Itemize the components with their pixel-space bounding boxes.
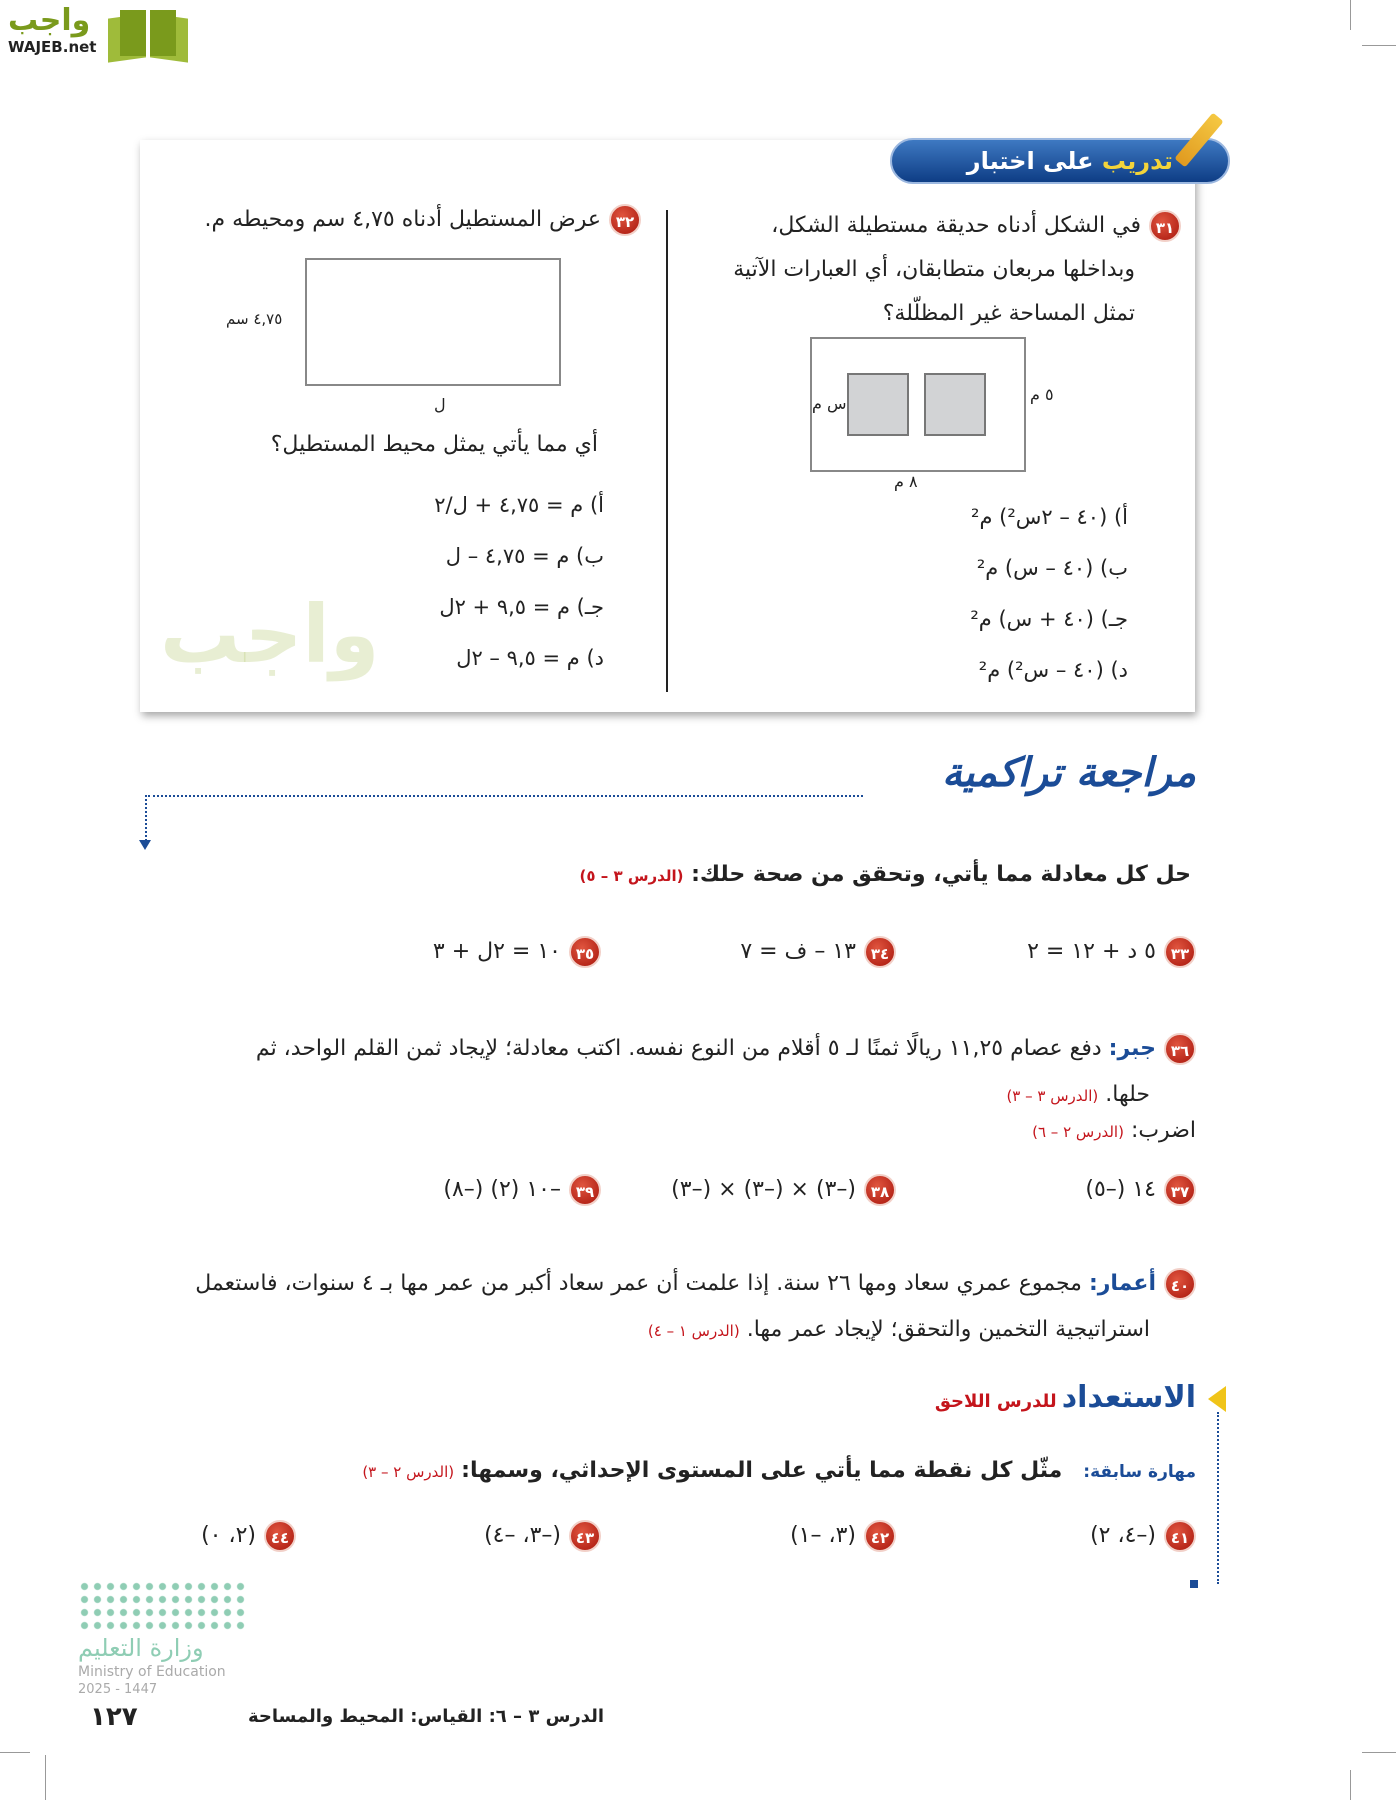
shaded-square [924,373,986,436]
readiness-subtitle: للدرس اللاحق [934,1391,1057,1412]
skill-label: مهارة سابقة: [1083,1462,1196,1482]
question-32 [205,204,641,236]
equation: ١٣ – ف = ٧ [740,939,856,964]
column-divider [666,210,668,692]
rectangle-figure [305,258,561,386]
ministry-year: 2025 - 1447 [78,1682,158,1697]
question-label: أعمار: [1088,1271,1156,1296]
q40-line: استراتيجية التخمين والتحقق؛ لإيجاد عمر مها. [746,1317,1150,1342]
point-43 [484,1520,601,1552]
equation-34 [740,936,896,968]
lesson-footer: الدرس ٣ – ٦: القياس: المحيط والمساحة [248,1706,605,1727]
height-label: ٥ م [1030,385,1054,404]
skill-instruction [362,1458,1196,1483]
exercise-38 [671,1174,896,1206]
point-coordinates: (٣، –١) [790,1523,856,1548]
expression: –١٠ (٢) (–٨) [443,1177,561,1202]
wajeb-logo [8,4,96,56]
q32-question: أي مما يأتي يمثل محيط المستطيل؟ [270,432,598,457]
option-a[interactable]: أ) (٤٠ – ٢س²) م² [971,505,1128,529]
crop-mark [1350,1770,1351,1800]
equation-35 [433,936,601,968]
q36-line: حلها. [1105,1082,1150,1107]
ministry-name-ar: وزارة التعليم [78,1634,204,1662]
question-number: ٣٤ [864,936,896,968]
logo-latin: WAJEB.net [8,38,97,56]
crop-mark [1362,45,1396,46]
q31-line: وبداخلها مربعان متطابقان، أي العبارات الآتية [733,257,1135,282]
length-label: ل [434,395,446,414]
lesson-ref: (الدرس ٣ – ٥) [579,867,684,885]
q32-options [434,480,604,684]
q36-line: دفع عصام ١١,٢٥ ريالًا ثمنًا لـ ٥ أقلام من النوع نفسه. اكتب معادلة؛ لإيجاد ثمن القلم الواحد، ثم [255,1036,1102,1061]
equation-33 [1027,936,1196,968]
equation: ٥ د + ١٢ = ٢ [1027,939,1156,964]
watermark: واجب [160,588,380,681]
triangle-marker-icon [1208,1386,1226,1412]
arrow-down-icon [139,840,151,850]
q31-line: تمثل المساحة غير المظلّلة؟ [882,301,1135,326]
square-marker [1190,1580,1198,1588]
instruction-text: حل كل معادلة مما يأتي، وتحقق من صحة حلك: [691,862,1191,887]
crop-mark [0,1752,30,1753]
exercise-39 [443,1174,601,1206]
point-42 [790,1520,896,1552]
option-b[interactable]: ب) م = ٤,٧٥ – ل [445,544,604,568]
point-coordinates: (٢، ٠) [201,1523,256,1548]
ministry-logo-dots [78,1580,248,1630]
page-number: ١٢٧ [90,1702,138,1732]
question-number: ٤٣ [569,1520,601,1552]
question-number: ٣٦ [1164,1033,1196,1065]
ministry-name-en: Ministry of Education [78,1664,226,1680]
crop-mark [1350,0,1351,30]
question-label: جبر: [1108,1036,1156,1061]
point-44 [201,1520,296,1552]
question-40 [195,1261,1196,1354]
dotted-guide [148,795,863,797]
question-number: ٣٣ [1164,936,1196,968]
point-41 [1090,1520,1196,1552]
equation: ١٠ = ٢ل + ٣ [432,939,561,964]
question-number: ٣٢ [609,204,641,236]
width-label: ٨ م [894,472,918,491]
lesson-ref: (الدرس ٣ – ٣) [1006,1087,1099,1105]
lesson-ref: (الدرس ٢ – ٣) [362,1463,455,1481]
lesson-ref: (الدرس ١ – ٤) [647,1322,740,1340]
lesson-ref: (الدرس ٢ – ٦) [1032,1123,1124,1141]
square-side-label: س م [812,394,847,413]
question-number: ٤٤ [264,1520,296,1552]
point-coordinates: (–٣، –٤) [484,1523,561,1548]
point-coordinates: (–٤، ٢) [1090,1523,1156,1548]
option-c[interactable]: جـ) (٤٠ + س) م² [970,607,1128,631]
option-b[interactable]: ب) (٤٠ – س) م² [976,556,1128,580]
question-number: ٤١ [1164,1520,1196,1552]
readiness-title: الاستعداد [1061,1380,1196,1415]
option-a[interactable]: أ) م = ٤,٧٥ + ل/٢ [434,493,604,517]
banner-title-1: تدريب [1101,147,1173,175]
option-c[interactable]: جـ) م = ٩,٥ + ٢ل [439,595,604,619]
shaded-square [847,373,909,436]
crop-mark [1362,1752,1396,1753]
dotted-guide [145,795,147,845]
multiply-label: اضرب: [1130,1118,1196,1143]
q31-line: في الشكل أدناه حديقة مستطيلة الشكل، [771,213,1141,238]
width-label: ٤,٧٥ سم [226,310,283,328]
book-icon [108,6,188,62]
option-d[interactable]: د) م = ٩,٥ – ٢ل [456,646,604,670]
q40-line: مجموع عمري سعاد ومها ٢٦ سنة. إذا علمت أن عمر سعاد أكبر من عمر مها بـ ٤ سنوات، فاستعمل [195,1271,1082,1296]
question-number: ٤٠ [1164,1268,1196,1300]
multiply-heading [1032,1118,1196,1143]
question-number: ٣٧ [1164,1174,1196,1206]
logo-arabic: واجب [8,3,91,38]
option-d[interactable]: د) (٤٠ – س²) م² [978,658,1128,682]
review-title: مراجعة تراكمية [941,750,1196,796]
crop-mark [45,1755,46,1800]
question-number: ٣٨ [864,1174,896,1206]
dotted-guide [1217,1412,1219,1584]
expression: (–٣) × (–٣) × (–٣) [671,1177,856,1202]
question-number: ٤٢ [864,1520,896,1552]
q31-options [970,492,1128,696]
question-number: ٣١ [1149,210,1181,242]
question-number: ٣٥ [569,936,601,968]
review-instruction [579,862,1191,887]
exercise-37 [1085,1174,1196,1206]
readiness-heading [935,1380,1196,1415]
question-number: ٣٩ [569,1174,601,1206]
question-31 [733,204,1181,336]
instruction-text: مثّل كل نقطة مما يأتي على المستوى الإحداثي، وسمها: [461,1458,1063,1483]
q32-text: عرض المستطيل أدناه ٤,٧٥ سم ومحيطه م. [204,207,601,232]
banner-title-2: على اختبار [966,147,1094,175]
expression: ١٤ (–٥) [1085,1177,1156,1202]
question-36 [256,1026,1196,1119]
